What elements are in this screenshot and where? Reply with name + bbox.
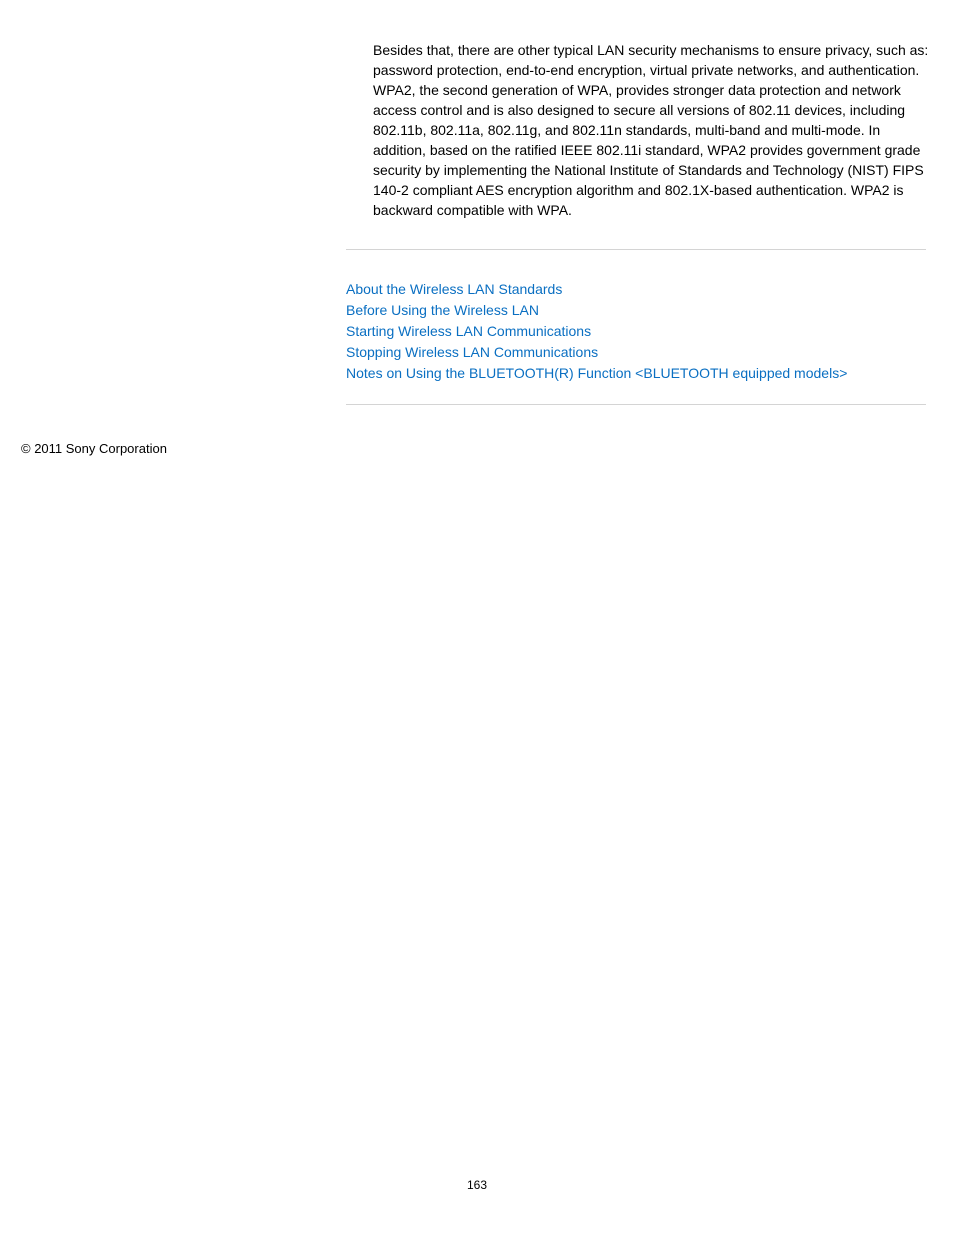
related-links-list xyxy=(346,279,847,384)
link-before-using-wireless-lan[interactable]: Before Using the Wireless LAN xyxy=(346,302,539,318)
divider-bottom xyxy=(346,404,926,405)
divider-top xyxy=(346,249,926,250)
copyright: © 2011 Sony Corporation xyxy=(21,441,167,456)
list-item xyxy=(346,300,847,321)
link-notes-bluetooth-function[interactable]: Notes on Using the BLUETOOTH(R) Function <BLUETOOTH equipped models> xyxy=(346,365,848,381)
link-starting-wireless-lan-communications[interactable]: Starting Wireless LAN Communications xyxy=(346,323,592,339)
page-number: 163 xyxy=(466,1178,488,1192)
list-item xyxy=(346,342,847,363)
link-about-wireless-lan-standards[interactable]: About the Wireless LAN Standards xyxy=(346,281,563,297)
list-item xyxy=(346,321,847,342)
list-item xyxy=(346,363,847,384)
link-stopping-wireless-lan-communications[interactable]: Stopping Wireless LAN Communications xyxy=(346,344,599,360)
body-paragraph: Besides that, there are other typical LAN security mechanisms to ensure privacy, such as: password protection, end-to-end encryption, virtual private networks, and authentication. WPA2, the second generation of WPA, provides stronger data protection and network access control and is also designed to secure all versions of 802.11 devices, including 802.11b, 802.11a, 802.11g, and 802.11n standards, multi-band and multi-mode. In addition, based on the ratified IEEE 802.11i standard, WPA2 provides government grade security by implementing the National Institute of Standards and Technology (NIST) FIPS 140-2 compliant AES encryption algorithm and 802.1X-based authentication. WPA2 is backward compatible with WPA. xyxy=(373,42,929,218)
list-item xyxy=(346,279,847,300)
